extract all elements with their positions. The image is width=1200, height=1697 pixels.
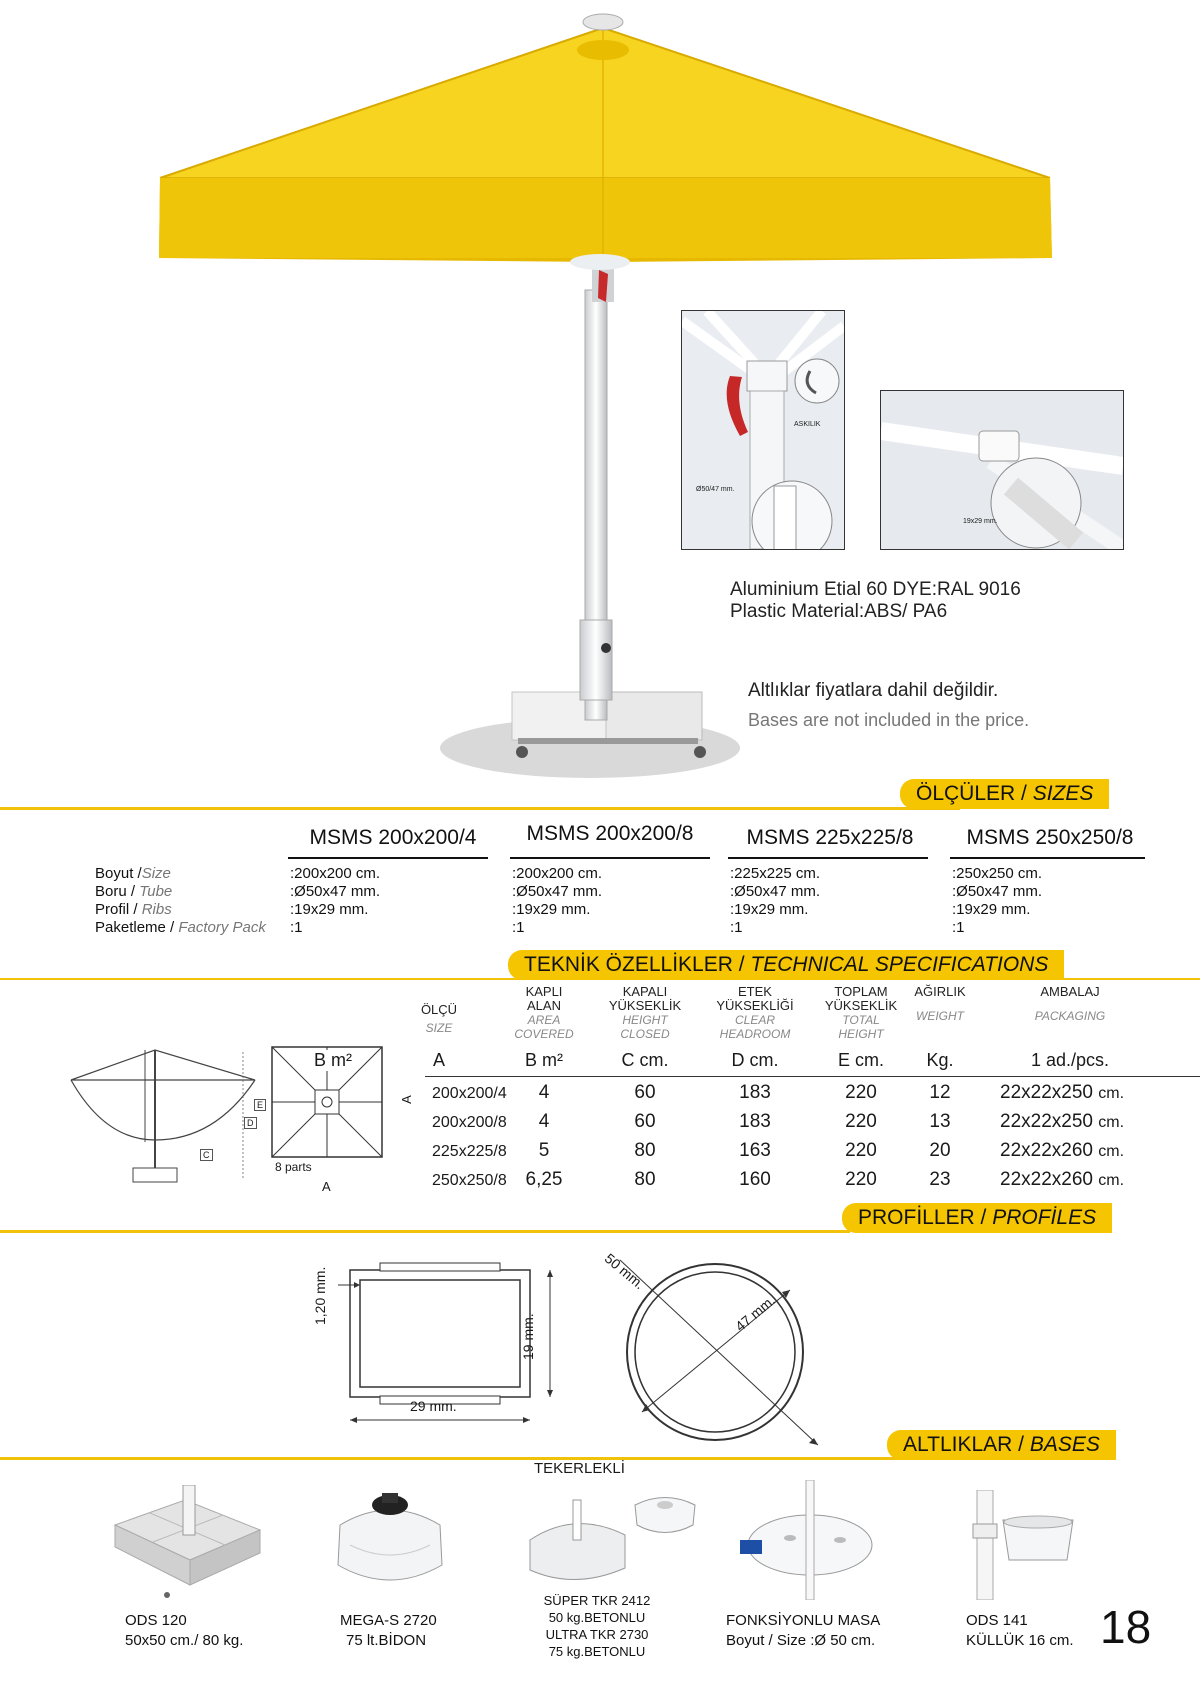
row-size: 200x200/8: [432, 1114, 507, 1131]
dimension-c: C: [200, 1149, 213, 1161]
base-item-name: SÜPER TKR 2412: [543, 1593, 651, 1608]
header-closed-en: HEIGHT CLOSED: [620, 1013, 670, 1041]
base-item-ods-141: [966, 1611, 1074, 1651]
row-pack: [1000, 1169, 1124, 1191]
tube-outer-label: 50 mm.: [601, 1250, 648, 1293]
rib-detail-inset: [880, 390, 1124, 550]
hub-detail-inset: [681, 310, 845, 550]
row-pack-value: 22x22x250: [1000, 1082, 1093, 1103]
value: :250x250 cm.: [952, 865, 1043, 882]
label-ribs-tr: Profil /: [95, 901, 142, 918]
header-weight-tr: AĞIRLIK: [914, 984, 966, 999]
row-area: 6,25: [525, 1169, 563, 1190]
row-clear: 183: [739, 1111, 771, 1132]
row-weight: 23: [929, 1169, 951, 1190]
width-label: A: [322, 1179, 331, 1194]
model-4: MSMS 250x250/8: [966, 826, 1134, 849]
bases-note-tr: Altlıklar fiyatlara dahil değildir.: [748, 680, 999, 701]
row-pack-unit: cm.: [1098, 1085, 1125, 1102]
base-item-name: MEGA-S 2720: [340, 1612, 437, 1629]
umbrella-side-diagram: [65, 1040, 265, 1190]
value: :Ø50x47 mm.: [512, 883, 603, 900]
bases-heading: [887, 1430, 1116, 1460]
row-size: 225x225/8: [432, 1143, 507, 1160]
bases-heading-en: BASES: [1029, 1433, 1100, 1456]
value: :200x200 cm.: [512, 865, 603, 882]
label-ribs-en: Ribs: [141, 901, 172, 918]
header-weight-en: WEIGHT: [916, 1009, 964, 1023]
row-closed: 60: [634, 1082, 656, 1103]
header-area-tr: KAPLI ALAN: [525, 984, 563, 1013]
header-size-en: SIZE: [425, 1021, 453, 1035]
dimension-d: D: [244, 1117, 257, 1129]
profiles-heading: [842, 1203, 1112, 1233]
sizes-heading-en: SIZES: [1032, 782, 1094, 805]
row-closed: 60: [634, 1111, 656, 1132]
sizes-rule: [0, 807, 960, 810]
header-packaging-tr: AMBALAJ: [1040, 984, 1100, 999]
row-size: 200x200/4: [432, 1085, 507, 1102]
header-clear-tr: ETEK YÜKSEKLİĞİ: [716, 984, 794, 1013]
label-tube: [95, 883, 172, 901]
row-total: 220: [845, 1111, 877, 1132]
base-item-mega-s: [340, 1611, 437, 1651]
label-pack-tr: Paketleme /: [95, 919, 179, 936]
value: :1: [512, 919, 525, 936]
bases-note-en: Bases are not included in the price.: [748, 710, 1030, 730]
value: :19x29 mm.: [512, 901, 591, 918]
row-closed: 80: [634, 1169, 656, 1190]
row-area: 4: [538, 1111, 550, 1132]
dimension-e: E: [254, 1099, 266, 1111]
header-size-tr: ÖLÇÜ: [420, 1002, 458, 1017]
row-area: 5: [538, 1140, 550, 1161]
row-area: 4: [538, 1082, 550, 1103]
profiles-heading-tr: PROFİLLER: [858, 1206, 975, 1229]
row-pack: [1000, 1140, 1124, 1162]
model-1-underline: [288, 857, 488, 859]
rib-detail-drawing: [881, 391, 1123, 549]
header-packaging-en: PACKAGING: [1034, 1009, 1106, 1023]
base-item-name: ULTRA TKR 2730: [545, 1627, 649, 1642]
material-line-1: Aluminium Etial 60 DYE:RAL 9016: [730, 579, 1021, 600]
value: :Ø50x47 mm.: [952, 883, 1043, 900]
profile-thickness-label: 1,20 mm.: [312, 1266, 328, 1325]
side-width-label: A: [398, 1095, 414, 1104]
row-weight: 20: [929, 1140, 951, 1161]
base-item-detail: KÜLLÜK 16 cm.: [966, 1632, 1074, 1649]
material-line-2: Plastic Material:ABS/ PA6: [730, 601, 948, 622]
page-number: 18: [1100, 1601, 1152, 1653]
profile-width-label: 29 mm.: [410, 1398, 457, 1414]
tech-heading: [508, 950, 1064, 980]
row-total: 220: [845, 1082, 877, 1103]
row-total: 220: [845, 1140, 877, 1161]
row-pack-unit: cm.: [1098, 1114, 1125, 1131]
row-closed: 80: [634, 1140, 656, 1161]
tech-heading-tr: TEKNİK ÖZELLİKLER: [524, 953, 733, 976]
value: :1: [290, 919, 303, 936]
label-pack: [95, 919, 266, 937]
base-item-detail: 75 kg.BETONLU: [548, 1644, 646, 1659]
mega-s-2720-base-image: [330, 1485, 450, 1595]
row-weight: 13: [929, 1111, 951, 1132]
model-3: MSMS 225x225/8: [746, 826, 914, 849]
header-area: [494, 985, 594, 1041]
base-item-detail: Boyut / Size :Ø 50 cm.: [726, 1632, 876, 1649]
bases-heading-tr: ALTLIKLAR: [903, 1433, 1013, 1456]
base-item-name: FONKSİYONLU MASA: [726, 1612, 881, 1629]
model-1: MSMS 200x200/4: [309, 826, 477, 849]
unit-size: A: [432, 1050, 445, 1070]
header-size: [404, 1003, 474, 1035]
header-closed: [590, 985, 700, 1041]
model-2-underline: [510, 857, 710, 859]
row-weight: 12: [929, 1082, 951, 1103]
ods-120-base-image: [105, 1485, 265, 1600]
value: :Ø50x47 mm.: [290, 883, 381, 900]
row-clear: 160: [739, 1169, 771, 1190]
base-item-functional-table: [726, 1611, 880, 1651]
wheeled-label: TEKERLEKLİ: [534, 1460, 625, 1477]
model-2: MSMS 200x200/8: [526, 822, 694, 845]
label-tube-en: Tube: [139, 883, 173, 900]
row-pack-value: 22x22x250: [1000, 1111, 1093, 1132]
value: :200x200 cm.: [290, 865, 381, 882]
bases-heading-sep: /: [1012, 1433, 1030, 1456]
hanger-callout: ASKILIK: [794, 421, 821, 428]
profiles-heading-sep: /: [974, 1206, 993, 1229]
sizes-heading-sep: /: [1015, 782, 1033, 805]
base-item-super-tkr: [532, 1592, 662, 1660]
row-pack-value: 22x22x260: [1000, 1169, 1093, 1190]
header-closed-tr: KAPALI YÜKSEKLİK: [608, 984, 682, 1013]
header-total-tr: TOPLAM YÜKSEKLİK: [824, 984, 898, 1013]
row-pack-unit: cm.: [1098, 1172, 1125, 1189]
base-item-ods-120: [125, 1611, 243, 1651]
profiles-rule: [0, 1230, 850, 1233]
value: :Ø50x47 mm.: [730, 883, 821, 900]
row-pack: [1000, 1082, 1124, 1104]
row-clear: 183: [739, 1082, 771, 1103]
base-item-name: ODS 141: [966, 1612, 1028, 1629]
value: :1: [952, 919, 965, 936]
value: :19x29 mm.: [730, 901, 809, 918]
label-size-tr: Boyut /: [95, 865, 142, 882]
bases-rule: [0, 1457, 900, 1460]
unit-row-rule: [425, 1076, 1200, 1077]
header-packaging: [1000, 985, 1140, 1023]
hub-detail-drawing: [682, 311, 844, 549]
header-total-en: TOTAL HEIGHT: [838, 1013, 884, 1041]
functional-table-base-image: [730, 1480, 880, 1600]
header-area-en: AREA COVERED: [514, 1013, 574, 1041]
tube-callout: Ø50/47 mm.: [696, 486, 735, 493]
rib-callout: 19x29 mm.: [963, 518, 998, 525]
area-label: B m²: [314, 1050, 352, 1070]
model-4-underline: [950, 857, 1145, 859]
model-3-underline: [728, 857, 928, 859]
label-ribs: [95, 901, 172, 919]
value: :225x225 cm.: [730, 865, 821, 882]
parts-label: 8 parts: [275, 1160, 312, 1174]
unit-area: B m²: [525, 1050, 563, 1070]
tech-heading-en: TECHNICAL SPECIFICATIONS: [750, 953, 1049, 976]
label-size-en: Size: [141, 865, 171, 882]
super-tkr-base-image: [525, 1480, 705, 1590]
base-item-name: ODS 120: [125, 1612, 187, 1629]
profile-height-label: 19 mm.: [520, 1313, 536, 1360]
row-pack-value: 22x22x260: [1000, 1140, 1093, 1161]
unit-packaging: 1 ad./pcs.: [1030, 1050, 1110, 1070]
tube-inner-label: 47 mm.: [732, 1291, 779, 1335]
sizes-heading: [900, 779, 1109, 809]
sizes-heading-tr: ÖLÇÜLER: [916, 782, 1016, 805]
row-pack: [1000, 1111, 1124, 1133]
label-size: [95, 865, 171, 883]
ashtray-base-image: [955, 1490, 1085, 1600]
row-pack-unit: cm.: [1098, 1143, 1125, 1160]
label-pack-en: Factory Pack: [178, 919, 266, 936]
header-clear: [700, 985, 810, 1041]
unit-total: E cm.: [837, 1050, 884, 1070]
value: :19x29 mm.: [290, 901, 369, 918]
profiles-heading-en: PROFİLES: [992, 1206, 1097, 1229]
unit-closed: C cm.: [621, 1050, 669, 1070]
base-item-detail: 50x50 cm./ 80 kg.: [125, 1632, 244, 1649]
row-clear: 163: [739, 1140, 771, 1161]
base-item-detail: 75 lt.BİDON: [346, 1632, 427, 1649]
tech-heading-sep: /: [732, 953, 751, 976]
unit-weight: Kg.: [926, 1050, 954, 1070]
row-size: 250x250/8: [432, 1172, 507, 1189]
base-item-detail: 50 kg.BETONLU: [548, 1610, 646, 1625]
value: :1: [730, 919, 743, 936]
label-tube-tr: Boru /: [95, 883, 140, 900]
header-weight: [890, 985, 990, 1023]
value: :19x29 mm.: [952, 901, 1031, 918]
row-total: 220: [845, 1169, 877, 1190]
header-clear-en: CLEAR HEADROOM: [719, 1013, 791, 1041]
unit-clear: D cm.: [731, 1050, 779, 1070]
